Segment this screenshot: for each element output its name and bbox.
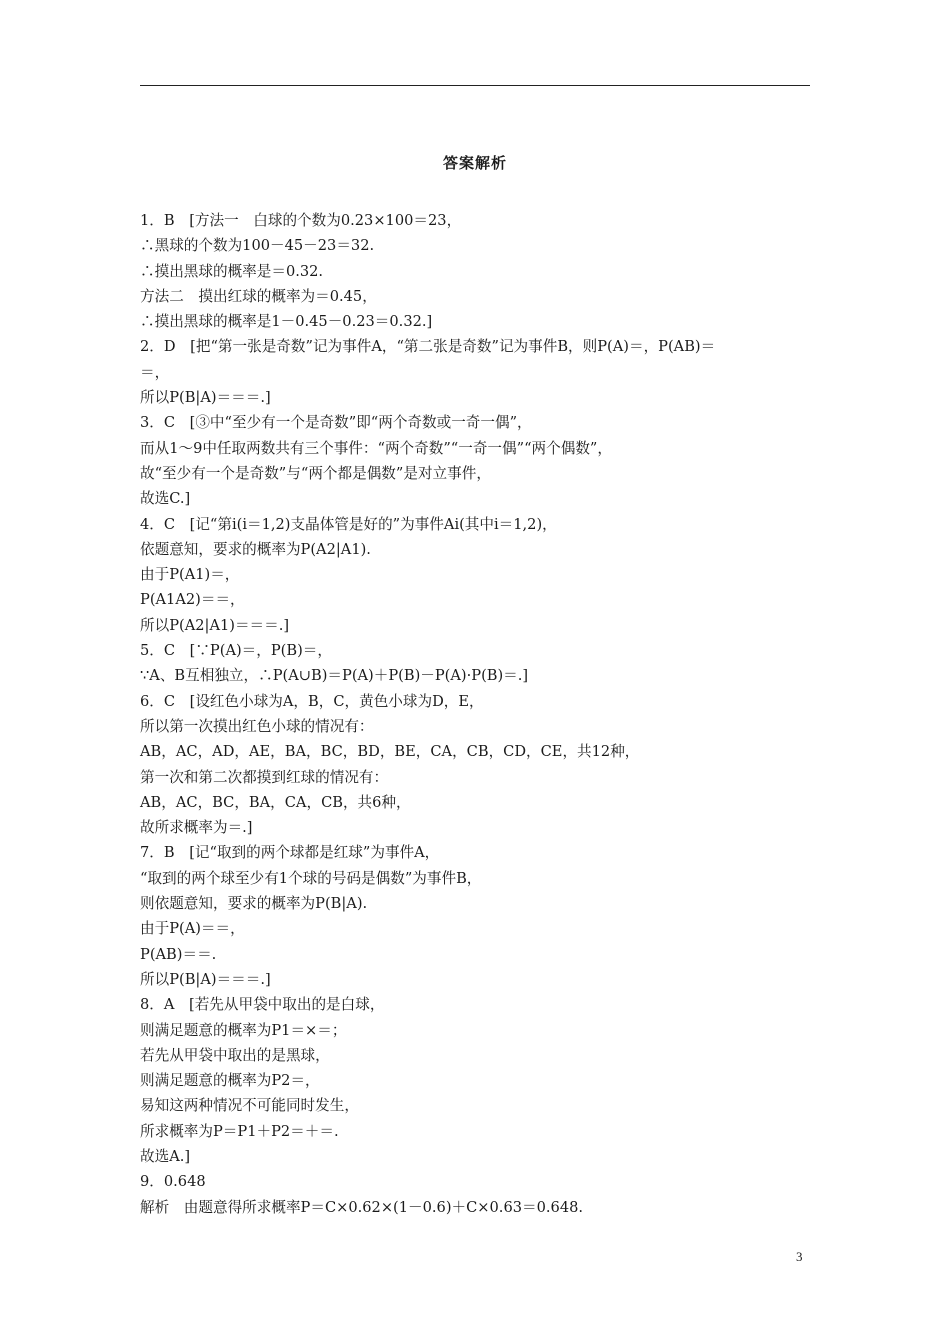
text-line: 6．C [设红色小球为A，B，C，黄色小球为D，E， [140,692,484,710]
text-line: 方法二 摸出红球的概率为＝0.45， [140,287,377,305]
text-line: ＝， [140,363,170,381]
text-line: P(AB)＝＝. [140,945,217,963]
page-number: 3 [796,1249,803,1264]
text-line: 所以P(B|A)＝＝＝.] [140,970,271,988]
text-line: 故所求概率为＝.] [140,819,253,837]
page-title: 答案解析 [442,154,507,172]
text-line: 5．C [∵P(A)＝，P(B)＝， [140,642,332,660]
answer-content [140,208,820,1220]
text-line: 1．B [方法一 白球的个数为0.23×100＝23， [140,212,462,229]
text-line: AB，AC，AD，AE，BA，BC，BD，BE，CA，CB，CD，CE，共12种， [140,743,640,761]
text-line: 2．D [把“第一张是奇数”记为事件A，“第二张是奇数”记为事件B，则P(A)＝，P(AB)＝ [140,338,716,356]
text-line: 7．B [记“取到的两个球都是红球”为事件A， [140,844,440,862]
text-line: 3．C [③中“至少有一个是奇数”即“两个奇数或一奇一偶”， [140,414,532,432]
text-line: 4．C [记“第i(i＝1,2)支晶体管是好的”为事件Ai(其中i＝1,2)， [140,515,557,533]
text-line: 则满足题意的概率为P1＝×＝； [140,1021,347,1039]
text-line: ∴摸出黑球的概率是1－0.45－0.23＝0.32.] [140,313,433,331]
text-line: 解析 由题意得所求概率P＝C×0.62×(1－0.6)＋C×0.63＝0.648. [140,1198,584,1216]
text-line: ∴摸出黑球的概率是＝0.32. [140,262,324,280]
text-line: 所以第一次摸出红色小球的情况有： [140,717,374,735]
text-line: 所以P(A2|A1)＝＝＝.] [140,616,290,634]
text-line: 第一次和第二次都摸到红球的情况有： [140,768,389,786]
text-line: 由于P(A)＝＝， [140,920,245,938]
text-line: 若先从甲袋中取出的是黑球， [140,1046,330,1064]
text-line: 易知这两种情况不可能同时发生， [140,1097,359,1115]
text-line: ∵A、B互相独立，∴P(A∪B)＝P(A)＋P(B)－P(A)·P(B)＝.] [140,667,529,685]
text-line: 则满足题意的概率为P2＝， [140,1072,320,1090]
text-line: 故“至少有一个是奇数”与“两个都是偶数”是对立事件， [140,464,491,482]
text-line: 9．0.648 [140,1173,206,1191]
text-line: AB，AC，BC，BA，CA，CB，共6种， [140,793,411,811]
text-line: “取到的两个球至少有1个球的号码是偶数”为事件B， [140,869,482,887]
text-line: 所以P(B|A)＝＝＝.] [140,389,271,407]
text-line: 由于P(A1)＝， [140,566,240,584]
text-line: 所求概率为P＝P1＋P2＝＋＝. [140,1122,339,1140]
text-line: 而从1～9中任取两数共有三个事件：“两个奇数”“一奇一偶”“两个偶数”， [140,439,612,457]
text-line: 故选C.] [140,490,191,508]
text-line: 8．A [若先从甲袋中取出的是白球， [140,996,385,1014]
text-line: 故选A.] [140,1147,191,1165]
text-line: 则依题意知，要求的概率为P(B|A). [140,895,368,913]
text-line: P(A1A2)＝＝， [140,591,245,609]
text-line: 依题意知，要求的概率为P(A2|A1). [140,540,371,558]
header-rule [140,85,810,86]
text-line: ∴黑球的个数为100－45－23＝32. [140,237,375,255]
